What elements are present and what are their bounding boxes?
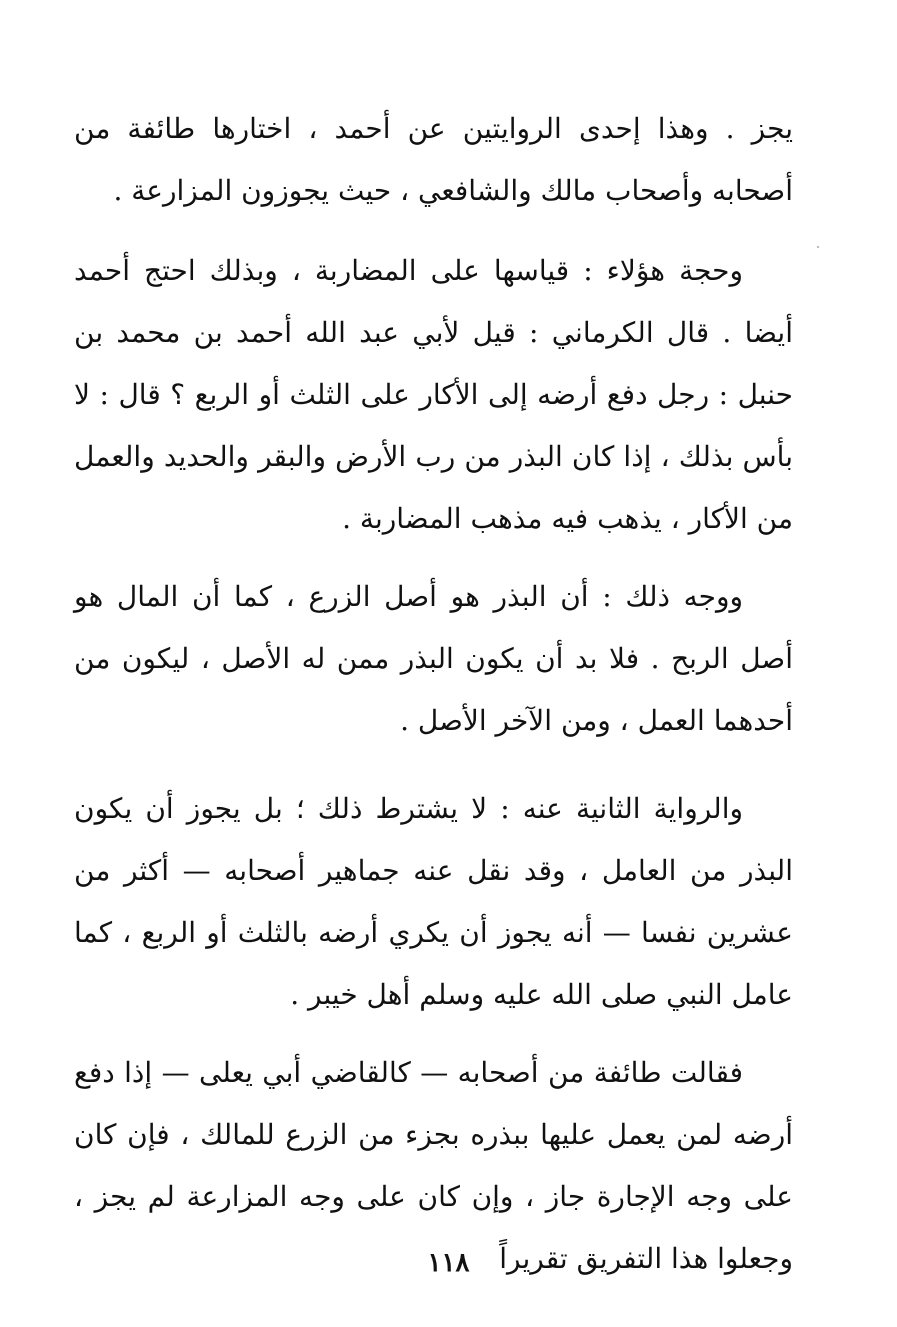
page-number: ١١٨ [427,1248,470,1278]
paragraph-4: والرواية الثانية عنه : لا يشترط ذلك ؛ بل يجوز أن يكون البذر من العامل ، وقد نقل عنه جماهير أصحابه — أكثر من عشرين نفسا — أنه يجوز أن يكري أرضه بالثلث أو الربع ، كما عامل النبي صلى الله عليه وسلم أهل خيبر . [74,792,793,1011]
paragraph-5: فقالت طائفة من أصحابه — كالقاضي أبي يعلى — إذا دفع أرضه لمن يعمل عليها ببذره بجزء من الزرع للمالك ، فإن كان على وجه الإجارة جاز ، وإن كان على وجه المزارعة لم يجز ، وجعلوا هذا التفريق تقريراً [74,1056,793,1275]
paragraph-2: وحجة هؤلاء : قياسها على المضاربة ، وبذلك احتج أحمد أيضا . قال الكرماني : قيل لأبي عبد الله أحمد بن محمد بن حنبل : رجل دفع أرضه إلى الأكار على الثلث أو الربع ؟ قال : لا بأس بذلك ، إذا كان البذر من رب الأرض والبقر والحديد والعمل من الأكار ، يذهب فيه مذهب المضاربة . [74,254,793,535]
paragraph-1: يجز . وهذا إحدى الروايتين عن أحمد ، اختارها طائفة من أصحابه وأصحاب مالك والشافعي ، حيث يجوزون المزارعة . [74,112,793,207]
paragraph-3: ووجه ذلك : أن البذر هو أصل الزرع ، كما أن المال هو أصل الربح . فلا بد أن يكون البذر ممن له الأصل ، ليكون من أحدهما العمل ، ومن الآخر الأصل . [74,580,793,737]
scan-speck [817,246,819,248]
